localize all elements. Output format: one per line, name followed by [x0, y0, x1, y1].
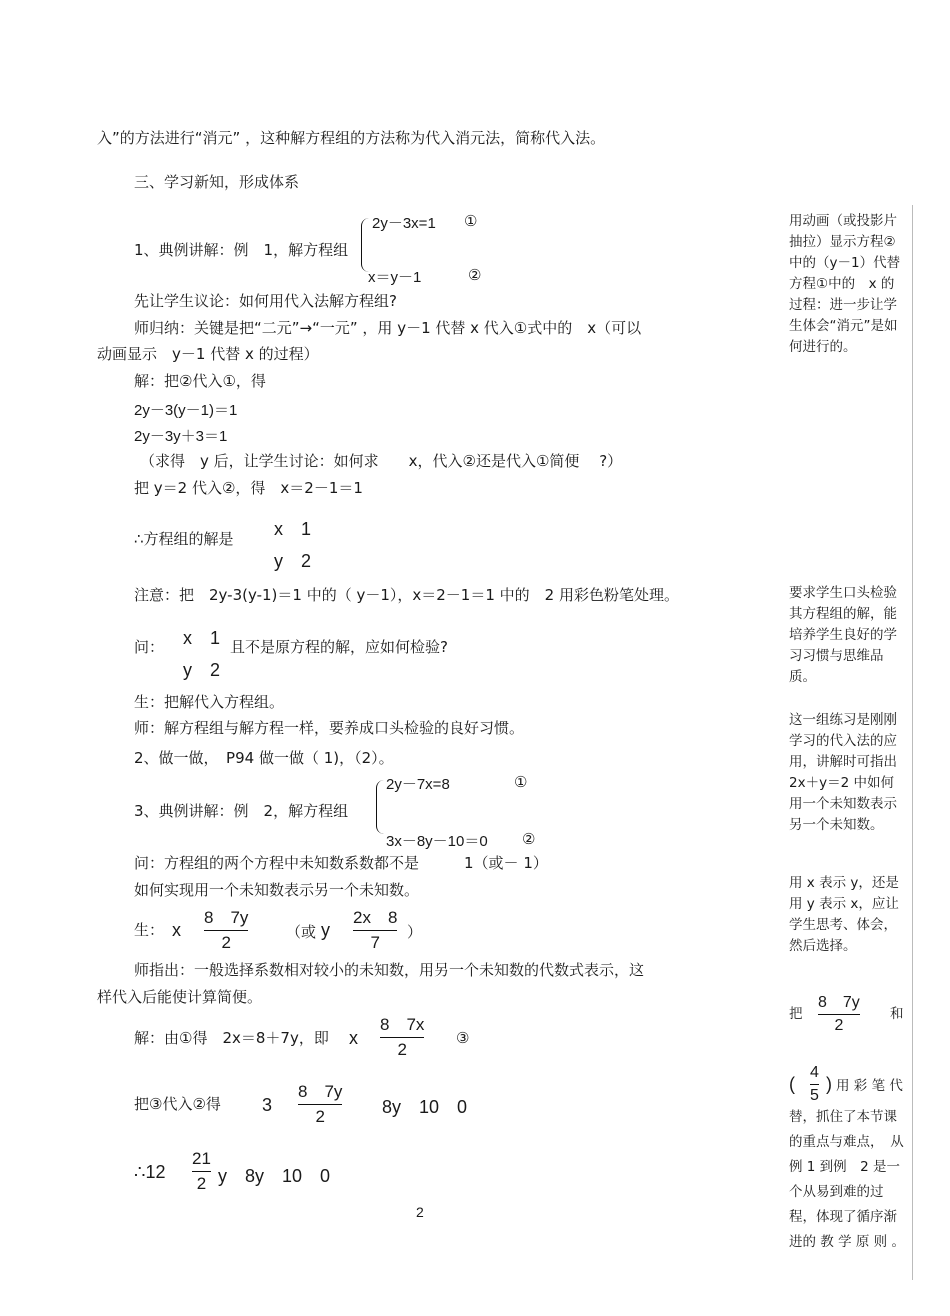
- fraction-denominator: 2: [315, 1107, 325, 1126]
- margin-note-5-fraction-2: [810, 1063, 819, 1106]
- example2-eq1: 2y－7x=8: [386, 776, 450, 793]
- fraction-denominator: 2: [221, 933, 231, 952]
- final-rest: y 8y 10 0: [218, 1166, 331, 1186]
- substitute-label: 把③代入②得: [134, 1095, 221, 1113]
- student2-x: x: [172, 920, 181, 940]
- step-1: 2y－3(y－1)＝1: [134, 402, 238, 419]
- note-line: 注意：把 2y-3(y-1)＝1 中的（ y－1），x＝2－1＝1 中的 2 用彩色粉笔处理。: [134, 586, 679, 604]
- question-text: 且不是原方程的解，应如何检验?: [230, 638, 448, 656]
- fraction-denominator: 2: [196, 1174, 207, 1193]
- student2-or: （或: [286, 923, 317, 941]
- example2-label: 3、典例讲解：例 2，解方程组: [134, 802, 349, 820]
- fraction-denominator: 7: [370, 933, 380, 952]
- margin-divider: [912, 205, 913, 1280]
- fraction-numerator: 2x 8: [353, 908, 398, 927]
- margin-note-4: 用 x 表示 y，还是用 y 表示 x，应让学生思考、体会，然后选择。: [789, 875, 899, 954]
- summary-line-1: 师归纳：关键是把“二元”→“一元” ，用 y－1 代替 x 代入①式中的 x（可以: [134, 319, 642, 337]
- question-label: 问：: [134, 638, 165, 656]
- summary-line-2: 动画显示 y－1 代替 x 的过程）: [97, 345, 319, 363]
- student2-label: 生：: [134, 921, 165, 939]
- point-line-2: 样代入后能使计算简便。: [97, 988, 263, 1006]
- fraction-denominator: 5: [810, 1087, 819, 1104]
- margin-note-5-fraction: [818, 993, 860, 1036]
- fraction-bar: [298, 1104, 342, 1105]
- question2-line-2: 如何实现用一个未知数表示另一个未知数。: [134, 881, 420, 899]
- student2-fraction-2: [353, 907, 397, 954]
- fraction-bar: [818, 1014, 860, 1015]
- step-4: 把 y＝2 代入②，得 x＝2－1＝1: [134, 479, 363, 497]
- fraction-bar: [380, 1037, 424, 1038]
- fraction-numerator: 8 7y: [204, 908, 249, 927]
- margin-note-5-open-paren: (: [789, 1074, 795, 1094]
- discussion-line: 先让学生议论：如何用代入法解方程组?: [134, 292, 397, 310]
- fraction-numerator: 21: [192, 1149, 211, 1168]
- example1-label: 1、典例讲解：例 1，解方程组: [134, 241, 349, 259]
- solution-label: ∴方程组的解是: [134, 530, 234, 548]
- question2-line-1: 问：方程组的两个方程中未知数系数都不是 1（或－ 1）: [134, 854, 548, 872]
- fraction-numerator: 8 7y: [298, 1082, 343, 1101]
- fraction-denominator: 2: [397, 1040, 407, 1059]
- example2-eq2-marker: ②: [522, 831, 536, 848]
- substitute-fraction: [298, 1081, 342, 1128]
- question-y: y 2: [183, 660, 221, 680]
- fraction-numerator: 8 7x: [380, 1015, 425, 1034]
- fraction-numerator: 8 7y: [818, 994, 860, 1011]
- margin-note-2: 要求学生口头检验其方程组的解，能培养学生良好的学习习惯与思维品质。: [789, 585, 897, 685]
- solution-x: x 1: [274, 519, 312, 539]
- step-3: （求得 y 后，让学生讨论：如何求 x，代入②还是代入①简便 ?）: [140, 452, 623, 470]
- solution-intro: 解：把②代入①，得: [134, 372, 266, 390]
- section-heading: 三、学习新知，形成体系: [134, 173, 300, 191]
- step-2: 2y－3y＋3＝1: [134, 428, 228, 445]
- final-fraction: [192, 1148, 211, 1195]
- solution2-fraction: [380, 1014, 424, 1061]
- student2-y: y: [321, 920, 330, 940]
- question-x: x 1: [183, 628, 221, 648]
- solution2-marker: ③: [456, 1030, 470, 1047]
- fraction-bar: [353, 930, 397, 931]
- margin-note-5-text-1: 用 彩 笔 代: [836, 1078, 903, 1094]
- point-line-1: 师指出：一般选择系数相对较小的未知数，用另一个未知数的代数式表示，这: [134, 961, 645, 979]
- margin-note-5-prefix: 把: [789, 1006, 803, 1022]
- student-answer: 生：把解代入方程组。: [134, 693, 285, 711]
- margin-note-3: 这一组练习是刚刚学习的代入法的应用，讲解时可指出 2x＋y＝2 中如何用一个未知数表示另一个未知数。: [789, 712, 897, 833]
- solution2-label: 解：由①得 2x＝8＋7y，即: [134, 1029, 329, 1047]
- practice-line: 2、做一做， P94 做一做（ 1)，（2）。: [134, 749, 394, 767]
- page-number: 2: [416, 1204, 424, 1220]
- example1-eq1-marker: ①: [464, 213, 478, 230]
- final-label: ∴12: [134, 1162, 166, 1182]
- substitute-coefficient: 3: [262, 1095, 273, 1115]
- solution-y: y 2: [274, 551, 312, 571]
- student2-close: ）: [407, 923, 423, 941]
- paragraph-line: 入”的方法进行“消元” ，这种解方程组的方法称为代入消元法，简称代入法。: [97, 129, 606, 147]
- student2-fraction-1: [204, 907, 248, 954]
- teacher-line: 师：解方程组与解方程一样，要养成口头检验的良好习惯。: [134, 719, 525, 737]
- margin-note-5-and: 和: [890, 1006, 904, 1022]
- solution2-x: x: [349, 1028, 358, 1048]
- margin-note-5-close-paren: ): [826, 1074, 832, 1094]
- example2-eq1-marker: ①: [514, 774, 528, 791]
- example1-eq2: x＝y－1: [368, 269, 422, 286]
- fraction-bar: [192, 1171, 211, 1172]
- example1-brace: [361, 218, 372, 272]
- margin-note-1: 用动画（或投影片抽拉）显示方程②中的（y－1）代替方程①中的 x 的过程：进一步让学生体会“消元”是如何进行的。: [789, 213, 901, 355]
- example1-eq1: 2y－3x=1: [372, 215, 436, 232]
- example1-eq2-marker: ②: [468, 267, 482, 284]
- fraction-bar: [204, 930, 248, 931]
- fraction-denominator: 2: [834, 1017, 844, 1034]
- substitute-rest: 8y 10 0: [382, 1097, 468, 1117]
- fraction-numerator: 4: [810, 1064, 819, 1081]
- example2-eq2: 3x－8y－10＝0: [386, 833, 488, 850]
- margin-note-5-text-2: 替，抓住了本节课的重点与难点， 从例 1 到例 2 是一个从易到难的过程，体现了循序渐进的 教 学 原 则 。: [789, 1109, 905, 1250]
- fraction-bar: [810, 1084, 819, 1085]
